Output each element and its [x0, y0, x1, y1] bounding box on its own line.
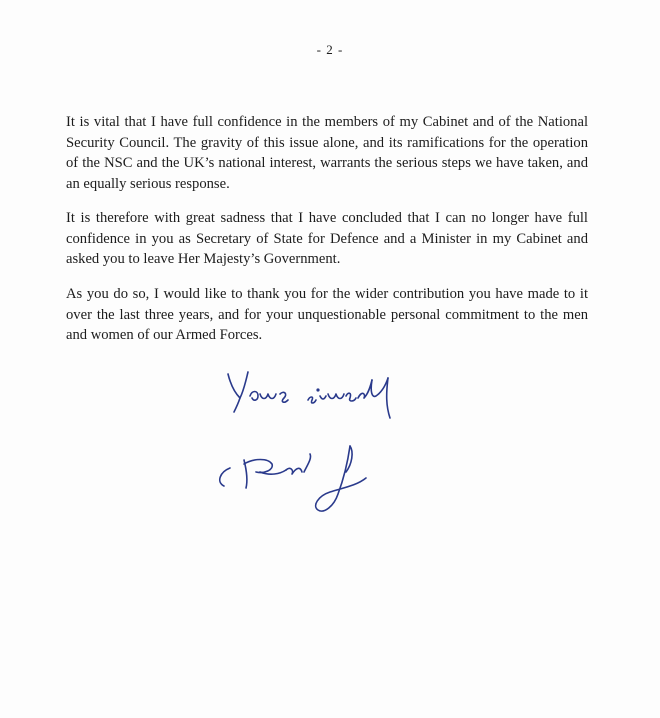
paragraph-text: It is vital that I have full confidence in the members of my Cabinet and of the National Security Council. The gravity of this issue alone, and its ramifications for the operation of the NSC and the UK’s national interest, warrants the serious steps we have taken, and an equally serious response.: [66, 114, 588, 192]
paragraph-thanks: [66, 284, 588, 346]
page-number: - 2 -: [316, 42, 344, 57]
handwritten-signature: [200, 360, 460, 530]
paragraph-text: As you do so, I would like to thank you for the wider contribution you have made to it over the last three years, and for your unquestionable personal commitment to the men and women of our Armed Forces.: [66, 286, 588, 343]
paragraph-conclusion: [66, 208, 588, 270]
paragraph-text: It is therefore with great sadness that I have concluded that I can no longer have full confidence in you as Secretary of State for Defence and a Minister in my Cabinet and asked you to leave Her Majesty’s Government.: [66, 210, 588, 267]
paragraph-confidence: [66, 112, 588, 194]
signature-graphic: [200, 360, 460, 530]
